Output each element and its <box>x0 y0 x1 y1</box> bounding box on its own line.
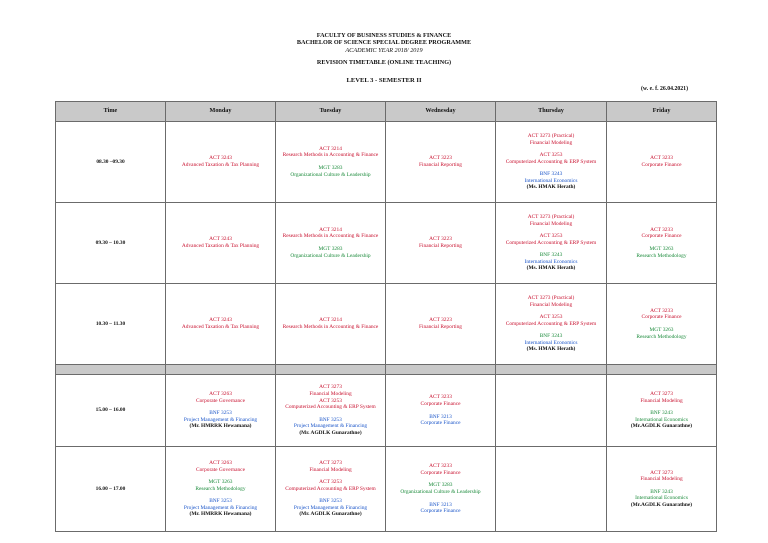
friday-cell: ACT 3233 Corporate Finance MGT 3263 Research Methodology <box>607 284 717 365</box>
monday-cell: ACT 3243 Advanced Taxation & Tax Planning <box>166 284 276 365</box>
col-monday: Monday <box>166 102 276 122</box>
col-friday: Friday <box>607 102 717 122</box>
thursday-cell <box>496 447 607 532</box>
friday-cell: ACT 3273 Financial Modeling BNF 3243 International Economics (Mr.AGDLK Gunarathne) <box>607 447 717 532</box>
col-thursday: Thursday <box>496 102 607 122</box>
thursday-cell: ACT 3273 (Practical) Financial Modeling ACT 3253 Computerized Accounting & ERP System BNF 3243 International Economics (Ms. HMAK Herath) <box>496 203 607 284</box>
timetable <box>55 101 717 532</box>
col-time: Time <box>56 102 166 122</box>
monday-cell: ACT 3243 Advanced Taxation & Tax Planning <box>166 122 276 203</box>
wednesday-cell: ACT 3223 Financial Reporting <box>386 284 496 365</box>
tuesday-cell: ACT 3273 Financial Modeling ACT 3253 Computerized Accounting & ERP System BNF 3253 Project Management & Financing (Mr. AGDLK Gunarathne) <box>276 447 386 532</box>
table-row <box>56 203 717 284</box>
col-wednesday: Wednesday <box>386 102 496 122</box>
monday-cell: ACT 3263 Corporate Governance BNF 3253 Project Management & Financing (Mr. HMRRK Hewamana) <box>166 375 276 447</box>
tuesday-cell: ACT 3273 Financial Modeling ACT 3253 Computerized Accounting & ERP System BNF 3253 Project Management & Financing (Mr. AGDLK Gunarathne) <box>276 375 386 447</box>
tuesday-cell: ACT 3214 Research Methods in Accounting & Finance MGT 3283 Organizational Culture & Leadership <box>276 122 386 203</box>
programme-title: BACHELOR OF SCIENCE SPECIAL DEGREE PROGRAMME <box>296 39 472 46</box>
wednesday-cell: ACT 3223 Financial Reporting <box>386 122 496 203</box>
academic-year: ACADEMIC YEAR 2018/ 2019 <box>345 47 423 54</box>
table-row <box>56 447 717 532</box>
header-row <box>56 102 717 122</box>
monday-cell: ACT 3243 Advanced Taxation & Tax Planning <box>166 203 276 284</box>
friday-cell: ACT 3273 Financial Modeling BNF 3243 International Economics (Mr.AGDLK Gunarathne) <box>607 375 717 447</box>
faculty-title: FACULTY OF BUSINESS STUDIES & FINANCE <box>316 32 452 39</box>
break-row <box>56 365 717 375</box>
time-slot: 09.30 – 10.30 <box>56 203 166 284</box>
wednesday-cell: ACT 3223 Financial Reporting <box>386 203 496 284</box>
time-slot: 08.30 –09.30 <box>56 122 166 203</box>
thursday-cell: ACT 3273 (Practical) Financial Modeling ACT 3253 Computerized Accounting & ERP System BNF 3243 International Economics (Ms. HMAK Herath) <box>496 284 607 365</box>
monday-cell: ACT 3263 Corporate Governance MGT 3263 Research Methodology BNF 3253 Project Management & Financing (Mr. HMRRK Hewamana) <box>166 447 276 532</box>
effective-date: (w. e. f. 26.04.2021) <box>640 86 688 92</box>
friday-cell: ACT 3233 Corporate Finance <box>607 122 717 203</box>
table-row <box>56 122 717 203</box>
wednesday-cell: ACT 3233 Corporate Finance BNF 3213 Corporate Finance <box>386 375 496 447</box>
tuesday-cell: ACT 3214 Research Methods in Accounting & Finance MGT 3283 Organizational Culture & Leadership <box>276 203 386 284</box>
timetable-title: REVISION TIMETABLE (ONLINE TEACHING) <box>316 59 452 66</box>
thursday-cell: ACT 3273 (Practical) Financial Modeling ACT 3253 Computerized Accounting & ERP System BNF 3243 International Economics (Ms. HMAK Herath) <box>496 122 607 203</box>
table-row <box>56 375 717 447</box>
friday-cell: ACT 3233 Corporate Finance MGT 3263 Research Methodology <box>607 203 717 284</box>
time-slot: 15.00 – 16.00 <box>56 375 166 447</box>
level-semester: LEVEL 3 - SEMESTER II <box>346 77 422 84</box>
time-slot: 10.30 – 11.30 <box>56 284 166 365</box>
time-slot: 16.00 – 17.00 <box>56 447 166 532</box>
col-tuesday: Tuesday <box>276 102 386 122</box>
tuesday-cell: ACT 3214 Research Methods in Accounting & Finance <box>276 284 386 365</box>
table-row <box>56 284 717 365</box>
wednesday-cell: ACT 3233 Corporate Finance MGT 3283 Organizational Culture & Leadership BNF 3213 Corporate Finance <box>386 447 496 532</box>
thursday-cell <box>496 375 607 447</box>
